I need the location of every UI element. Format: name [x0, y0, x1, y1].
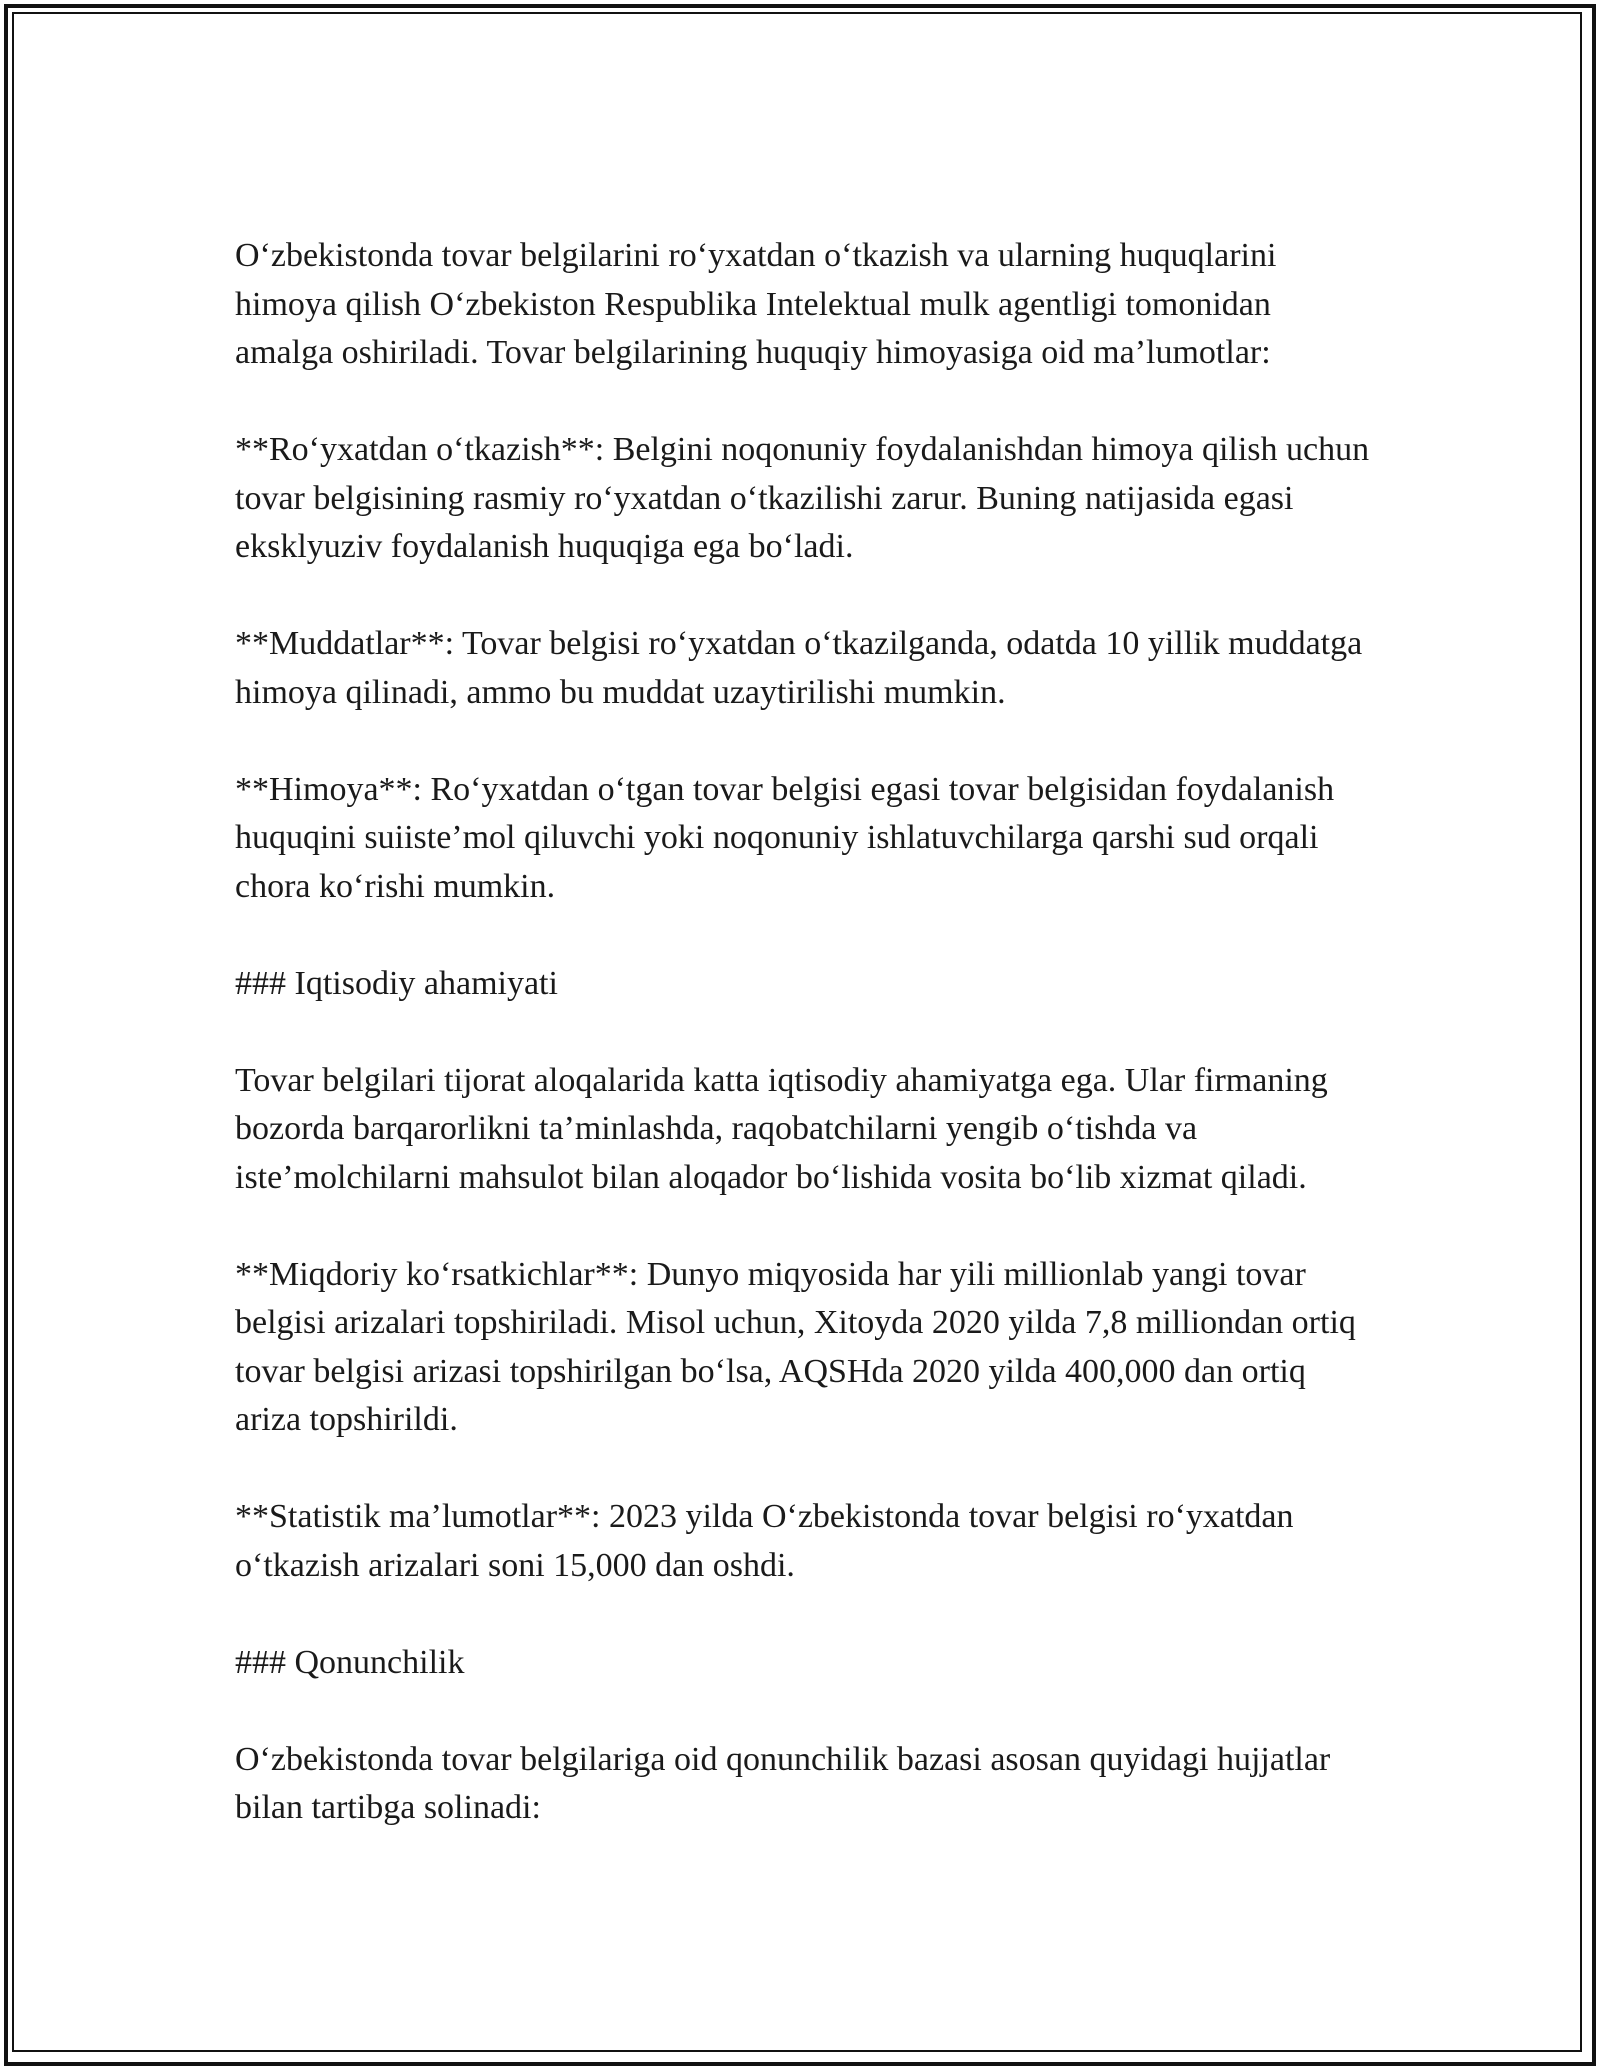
statistics-paragraph: **Statistik ma’lumotlar**: 2023 yilda O‘zbekistonda tovar belgisi ro‘yxatdan o‘tkazish arizalari soni 15,000 dan oshdi. [235, 1498, 1294, 1584]
protection-paragraph: **Himoya**: Ro‘yxatdan o‘tgan tovar belgisi egasi tovar belgisidan foydalanish huquqini suiiste’mol qiluvchi yoki noqonuniy ishlatuvchilarga qarshi sud orqali chora ko‘rishi mumkin. [235, 770, 1335, 905]
legislation-heading: ### Qonunchilik [235, 1643, 465, 1681]
document-body [235, 232, 1375, 1833]
economic-paragraph: Tovar belgilari tijorat aloqalarida katta iqtisodiy ahamiyatga ega. Ular firmaning bozorda barqarorlikni ta’minlashda, raqobatchilarni yengib o‘tishda va iste’molchilarni mahsulot bilan aloqador bo‘lishida vosita bo‘lib xizmat qiladi. [235, 1061, 1328, 1196]
economic-heading: ### Iqtisodiy ahamiyati [235, 964, 558, 1002]
quantitative-paragraph: **Miqdoriy ko‘rsatkichlar**: Dunyo miqyosida har yili millionlab yangi tovar belgisi arizalari topshiriladi. Misol uchun, Xitoyda 2020 yilda 7,8 milliondan ortiq tovar belgisi arizasi topshirilgan bo‘lsa, AQSHda 2020 yilda 400,000 dan ortiq ariza topshirildi. [235, 1255, 1356, 1438]
registration-paragraph: **Ro‘yxatdan o‘tkazish**: Belgini noqonuniy foydalanishdan himoya qilish uchun tovar belgisining rasmiy ro‘yxatdan o‘tkazilishi zarur. Buning natijasida egasi eksklyuziv foydalanish huquqiga ega bo‘ladi. [235, 431, 1370, 565]
terms-paragraph: **Muddatlar**: Tovar belgisi ro‘yxatdan o‘tkazilganda, odatda 10 yillik muddatga himoya qilinadi, ammo bu muddat uzaytirilishi mumkin. [235, 625, 1363, 711]
intro-paragraph: O‘zbekistonda tovar belgilarini ro‘yxatdan o‘tkazish va ularning huquqlarini himoya qilish O‘zbekiston Respublika Intelektual mulk agentligi tomonidan amalga oshiriladi. Tovar belgilarining huquqiy himoyasiga oid ma’lumotlar: [235, 237, 1277, 371]
legislation-paragraph: O‘zbekistonda tovar belgilariga oid qonunchilik bazasi asosan quyidagi hujjatlar bilan tartibga solinadi: [235, 1740, 1331, 1826]
